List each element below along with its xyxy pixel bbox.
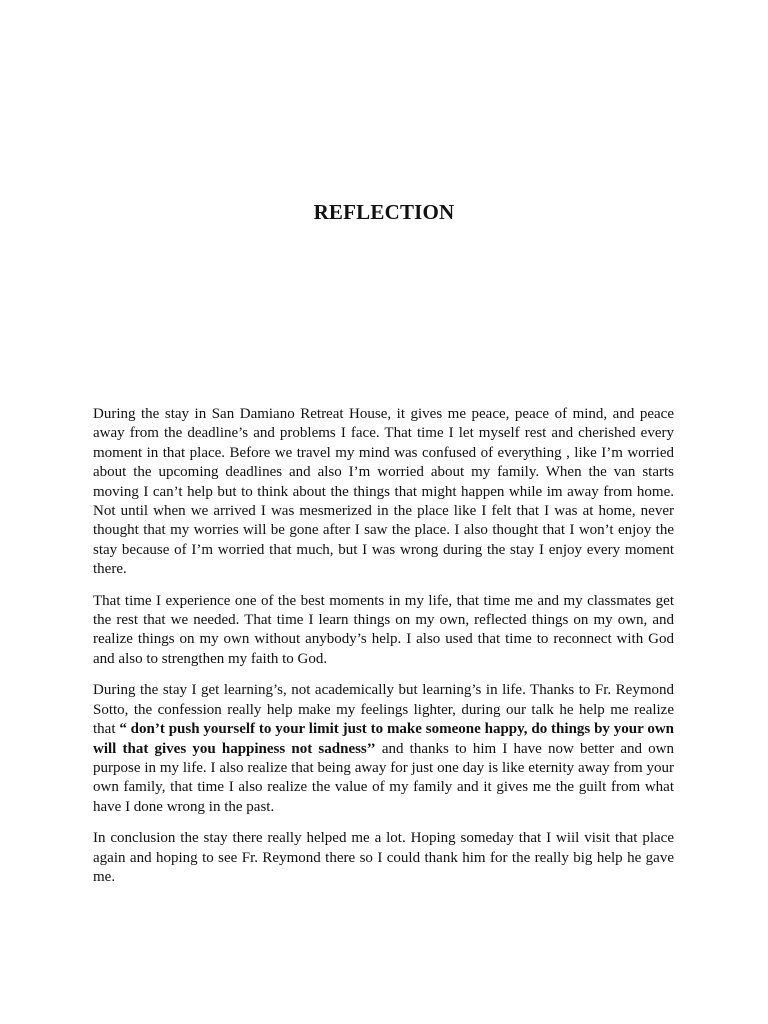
paragraph-1: During the stay in San Damiano Retreat House, it gives me peace, peace of mind, and peace away from the deadline’s and problems I face. That time I let myself rest and cherished every moment in that place. Before we travel my mind was confused of everything , like I’m worried about the upcoming deadlines and also I’m worried about my family. When the van starts moving I can’t help but to think about the things that might happen while im away from home. Not until when we arrived I was mesmerized in the place like I felt that I was at home, never thought that my worries will be gone after I saw the place. I also thought that I won’t enjoy the stay because of I’m worried that much, but I was wrong during the stay I enjoy every moment there.	[93, 406, 674, 578]
paragraph-3	[93, 681, 674, 817]
paragraph-conclusion: In conclusion the stay there really helped me a lot. Hoping someday that I wiil visit that place again and hoping to see Fr. Reymond there so I could thank him for the really big help he gave me.	[93, 830, 674, 885]
quote-text: “ don’t push yourself to your limit just to make someone happy, do things by your own will that gives you happiness not sadness’’	[93, 721, 674, 757]
paragraph-3-rest: and thanks to him I have now better and own purpose in my life. I also realize that being away for just one day is like eternity away from your own family, that time I also realize the value of my family and it gives me the guilt from what have I done wrong in the past.	[93, 740, 674, 815]
document-body	[93, 405, 674, 899]
document-title: REFLECTION	[313, 200, 455, 224]
paragraph-3-intro: During the stay I get learning’s, not academically but learning’s in life. Thanks to Fr. Reymond Sotto, the confession really help make my feelings lighter, during our talk he help me realize that	[93, 682, 674, 738]
paragraph-2: That time I experience one of the best moments in my life, that time me and my classmates get the rest that we needed. That time I learn things on my own, reflected things on my own, and realize things on my own without anybody’s help. I also used that time to reconnect with God and also to strengthen my faith to God.	[93, 592, 674, 667]
